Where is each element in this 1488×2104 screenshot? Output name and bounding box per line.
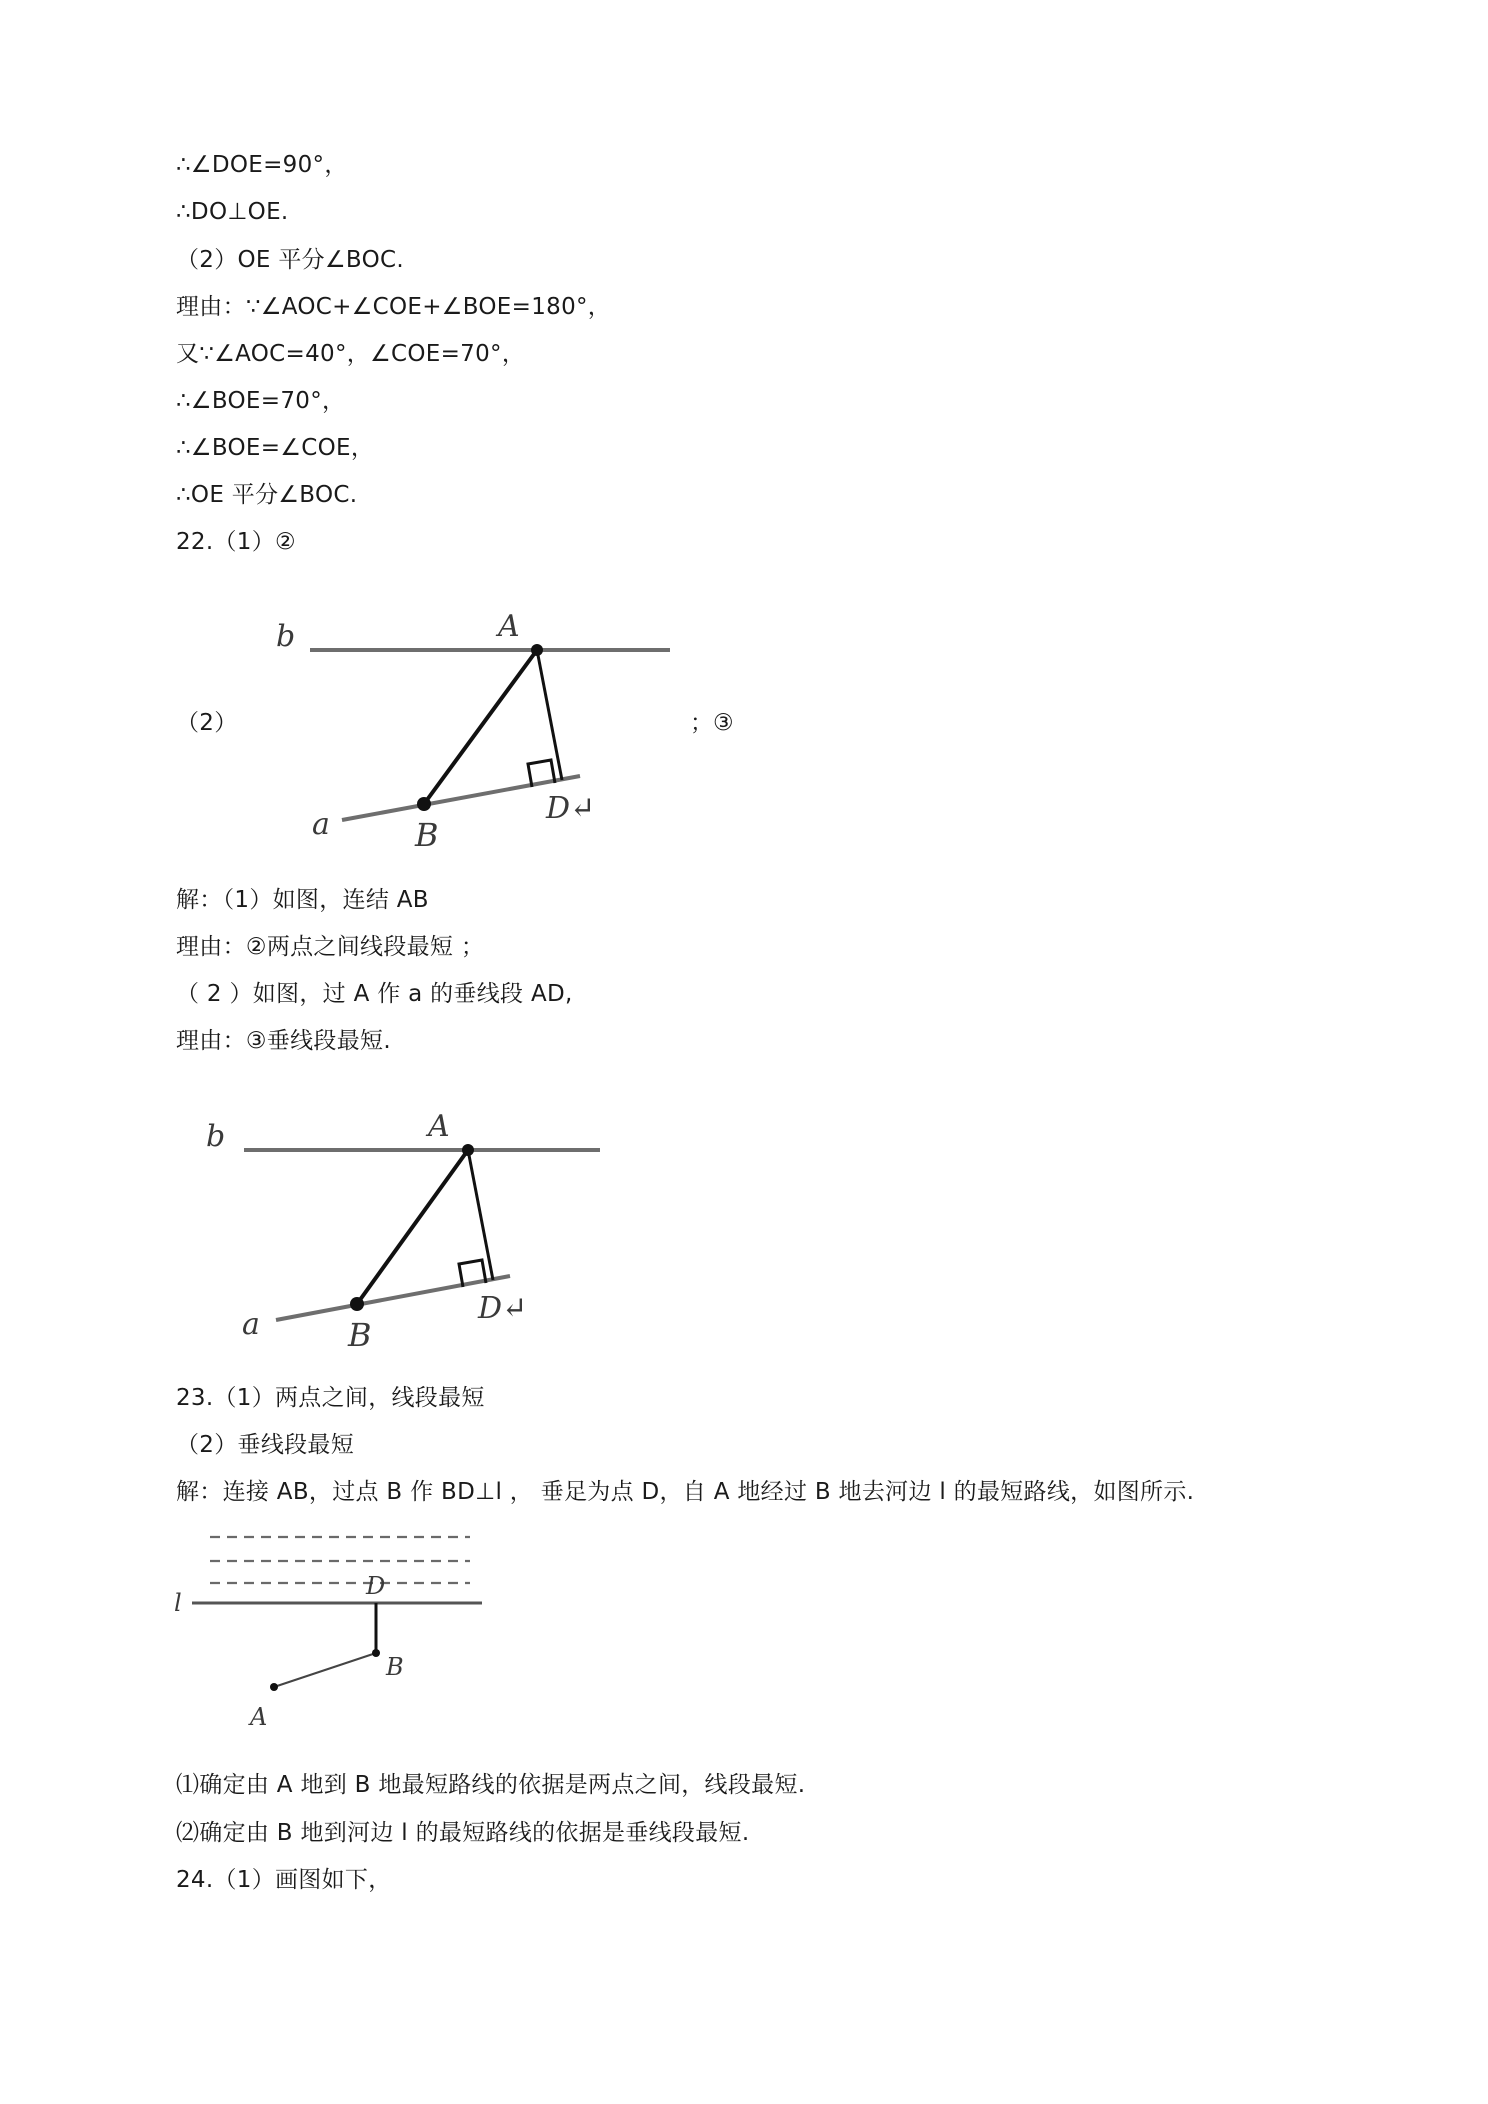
point-A	[531, 644, 543, 656]
question-22-part2-label: （2）	[176, 710, 238, 736]
conclusion-line-1: ⑴确定由 A 地到 B 地最短路线的依据是两点之间，线段最短.	[176, 1772, 806, 1798]
label-B: B	[348, 1316, 372, 1354]
label-D: D↵	[478, 1291, 528, 1326]
figure-3-river-path	[170, 1525, 510, 1755]
label-A: A	[428, 1109, 450, 1144]
label-b: b	[206, 1119, 226, 1154]
label-l: l	[174, 1589, 182, 1617]
label-D: D↵	[546, 791, 596, 826]
point-A	[270, 1683, 278, 1691]
segment-AB	[274, 1653, 376, 1687]
text-line-3: （2）OE 平分∠BOC.	[176, 247, 404, 273]
label-A: A	[250, 1703, 268, 1731]
label-A: A	[498, 609, 520, 644]
point-B	[417, 797, 431, 811]
label-B: B	[415, 816, 439, 854]
text-line-8: ∴OE 平分∠BOC.	[176, 482, 358, 508]
label-D: D	[366, 1572, 386, 1600]
question-22-part1: 22.（1）②	[176, 529, 296, 555]
solution-22-line-1: 解：（1）如图，连结 AB	[176, 887, 429, 913]
figure-1-perpendicular	[270, 600, 690, 860]
label-a: a	[312, 807, 330, 842]
conclusion-line-2: ⑵确定由 B 地到河边 l 的最短路线的依据是垂线段最短.	[176, 1820, 750, 1846]
text-line-1: ∴∠DOE=90°，	[176, 152, 348, 178]
label-b: b	[276, 619, 296, 654]
solution-22-line-3: （ 2 ）如图，过 A 作 a 的垂线段 AD,	[176, 981, 573, 1007]
text-line-7: ∴∠BOE=∠COE，	[176, 435, 375, 461]
solution-22-line-4: 理由：③垂线段最短.	[176, 1028, 391, 1054]
text-line-6: ∴∠BOE=70°，	[176, 388, 346, 414]
figure-2-perpendicular	[200, 1100, 620, 1360]
question-23-part2: （2）垂线段最短	[176, 1432, 355, 1458]
text-line-4: 理由：∵∠AOC+∠COE+∠BOE=180°，	[176, 294, 612, 320]
line-a	[342, 776, 580, 820]
label-a: a	[242, 1307, 260, 1342]
question-24-part1: 24.（1）画图如下，	[176, 1867, 392, 1893]
question-22-answer-3: ；③	[690, 710, 734, 736]
solution-22-line-2: 理由：②两点之间线段最短 ；	[176, 934, 485, 960]
text-line-2: ∴DO⊥OE.	[176, 199, 289, 225]
label-B: B	[386, 1653, 404, 1681]
point-B	[372, 1649, 380, 1657]
question-23-part1: 23.（1）两点之间，线段最短	[176, 1385, 485, 1411]
text-line-5: 又∵∠AOC=40°，∠COE=70°，	[176, 341, 526, 367]
solution-23: 解：连接 AB，过点 B 作 BD⊥l ， 垂足为点 D，自 A 地经过 B 地去河边 l 的最短路线，如图所示.	[176, 1479, 1195, 1505]
segment-AB	[424, 650, 537, 804]
